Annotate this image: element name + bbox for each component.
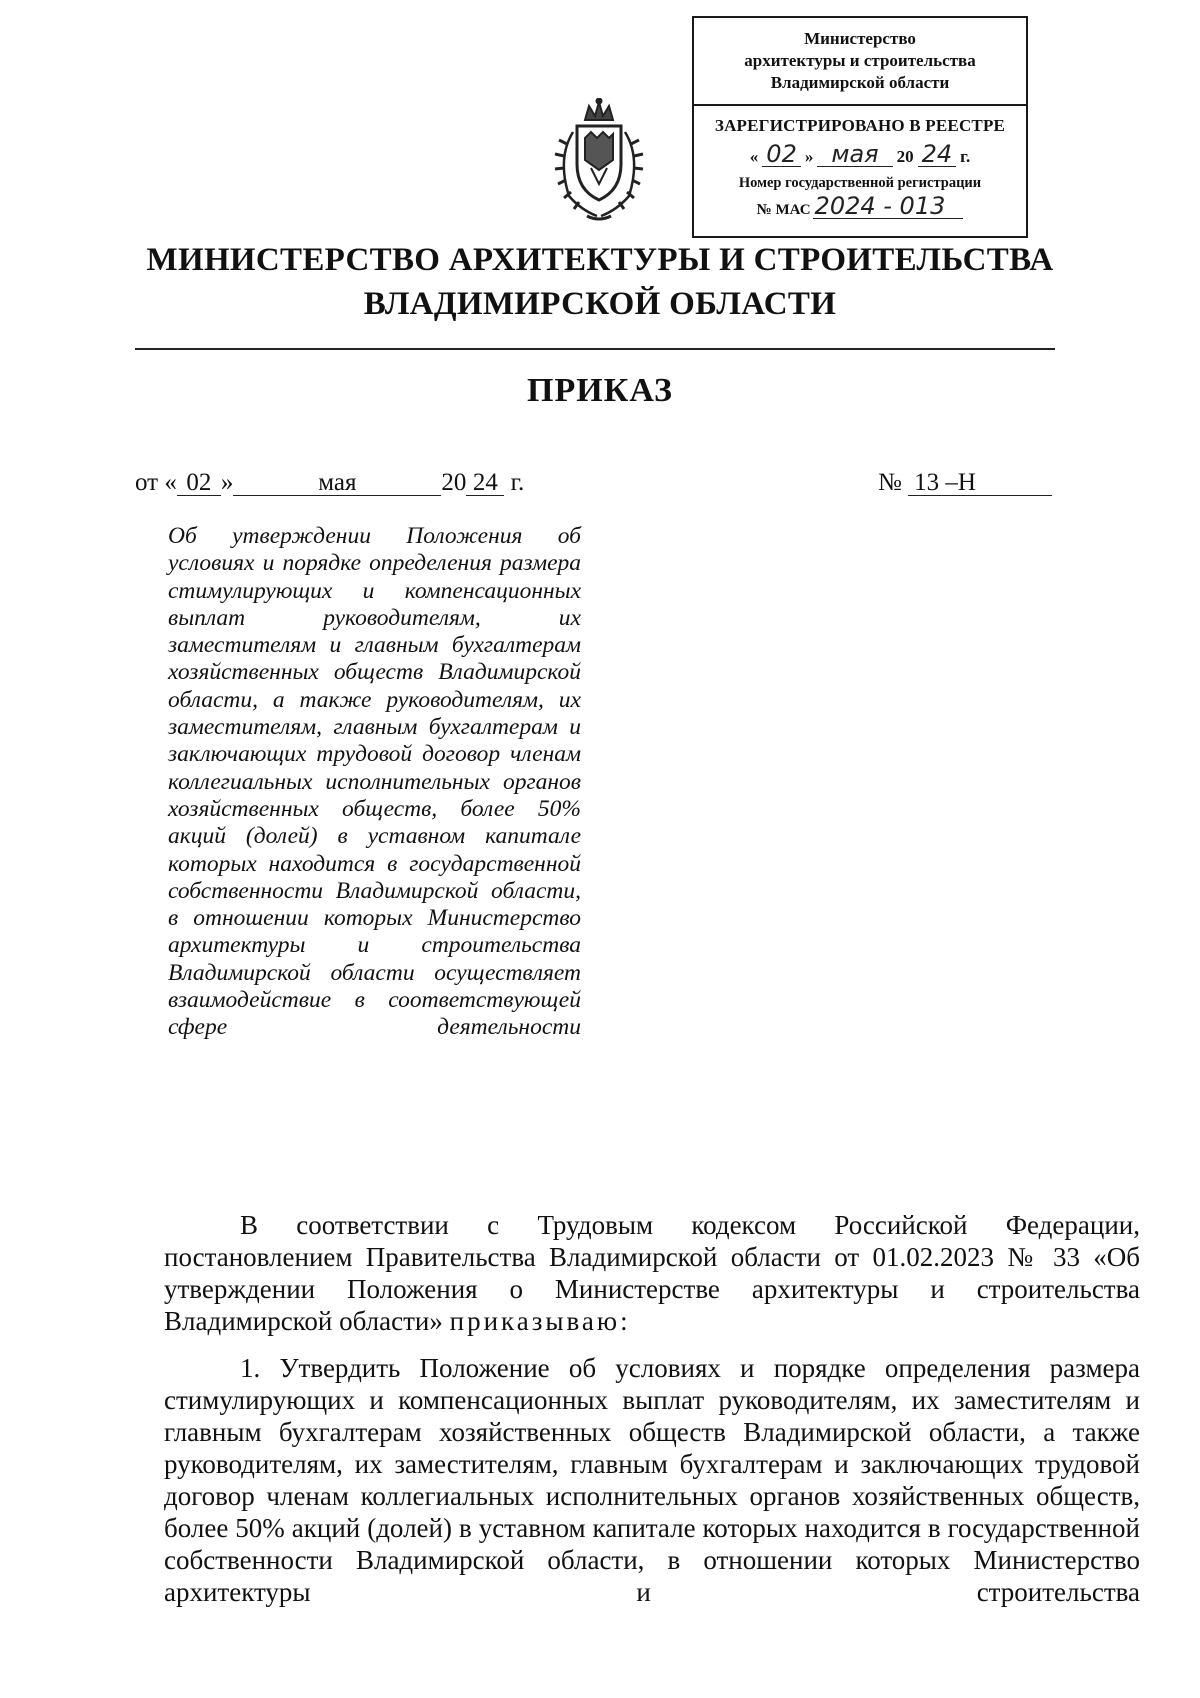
registration-stamp [692,16,1028,238]
stamp-number-label: Номер государственной регистрации [738,175,982,191]
order-number [878,469,1052,497]
coat-of-arms-icon [547,98,651,222]
order-date-quote-close: » [220,469,234,496]
stamp-date-quote-open: « [749,147,759,166]
stamp-registered: ЗАРЕГИСТРИРОВАНО В РЕЕСТРЕ [714,116,1006,135]
document-type: ПРИКАЗ [527,372,673,409]
preamble-text: В соответствии с Трудовым кодексом Российской Федерации, постановлением Правительства Владимирской области от 01.02.2023 № 33 «Об утверждении Положения о Министерстве архитектуры и строительства Владимирской области» [164,1210,1140,1336]
stamp-number [694,194,1026,219]
ministry-title [0,238,1200,326]
stamp-number-prefix: № МАС [756,202,811,218]
stamp-ministry-line-1: Министерство [804,29,916,48]
order-month: мая [233,471,441,496]
stamp-date-day: 02 [762,142,801,167]
ministry-title-line-1: МИНИСТЕРСТВО АРХИТЕКТУРЫ И СТРОИТЕЛЬСТВА [146,242,1054,278]
order-number-label: № [878,469,902,496]
header-divider [135,348,1055,350]
order-number-value: 13 –Н [908,471,1052,496]
stamp-date-year-end: г. [960,147,971,166]
stamp-ministry-line-2: архитектуры и строительства [744,51,976,70]
order-day: 02 [177,471,221,496]
order-date-from-label: от « [135,469,177,496]
stamp-date-year-prefix: 20 [896,147,914,166]
preamble-paragraph [164,1209,1140,1337]
stamp-ministry [694,18,1026,106]
stamp-date-quote-close: » [804,147,814,166]
stamp-date [694,142,1026,167]
order-date [135,469,524,497]
ministry-title-line-2: ВЛАДИМИРСКОЙ ОБЛАСТИ [363,286,837,322]
stamp-number-value: 2024 - 013 [813,194,964,219]
command-word: приказываю: [449,1306,631,1336]
clause-1-paragraph: 1. Утвердить Положение об условиях и порядке определения размера стимулирующих и компенсационных выплат руководителям, их заместителям и главным бухгалтерам хозяйственных обществ Владимирской области, а также руководителям, их заместителям, главным бухгалтерам и заключающих трудовой договор членам коллегиальных исполнительных органов хозяйственных обществ, более 50% акций (долей) в уставном капитале которых находится в государственной собственности Владимирской области, в отношении которых Министерство архитектуры и строительства [164,1353,1140,1607]
order-subject: Об утверждении Положения об условиях и порядке определения размера стимулирующих и компенсационных выплат руководителям, их заместителям и главным бухгалтерам хозяйственных обществ Владимирской области, а также руководителям, их заместителям, главным бухгалтерам и заключающих трудовой договор членам коллегиальных исполнительных органов хозяйственных обществ, более 50% акций (долей) в уставном капитале которых находится в государственной собственности Владимирской области, в отношении которых Министерство архитектуры и строительства Владимирской области осуществляет взаимодействие в соответствующей сфере деятельности [168,523,581,1041]
stamp-date-month: мая [817,142,892,167]
order-year-prefix: 20 [441,469,467,496]
stamp-date-year: 24 [918,142,957,167]
order-year-end: г. [510,469,525,496]
stamp-ministry-line-3: Владимирской области [770,73,950,92]
order-year: 24 [466,471,504,496]
